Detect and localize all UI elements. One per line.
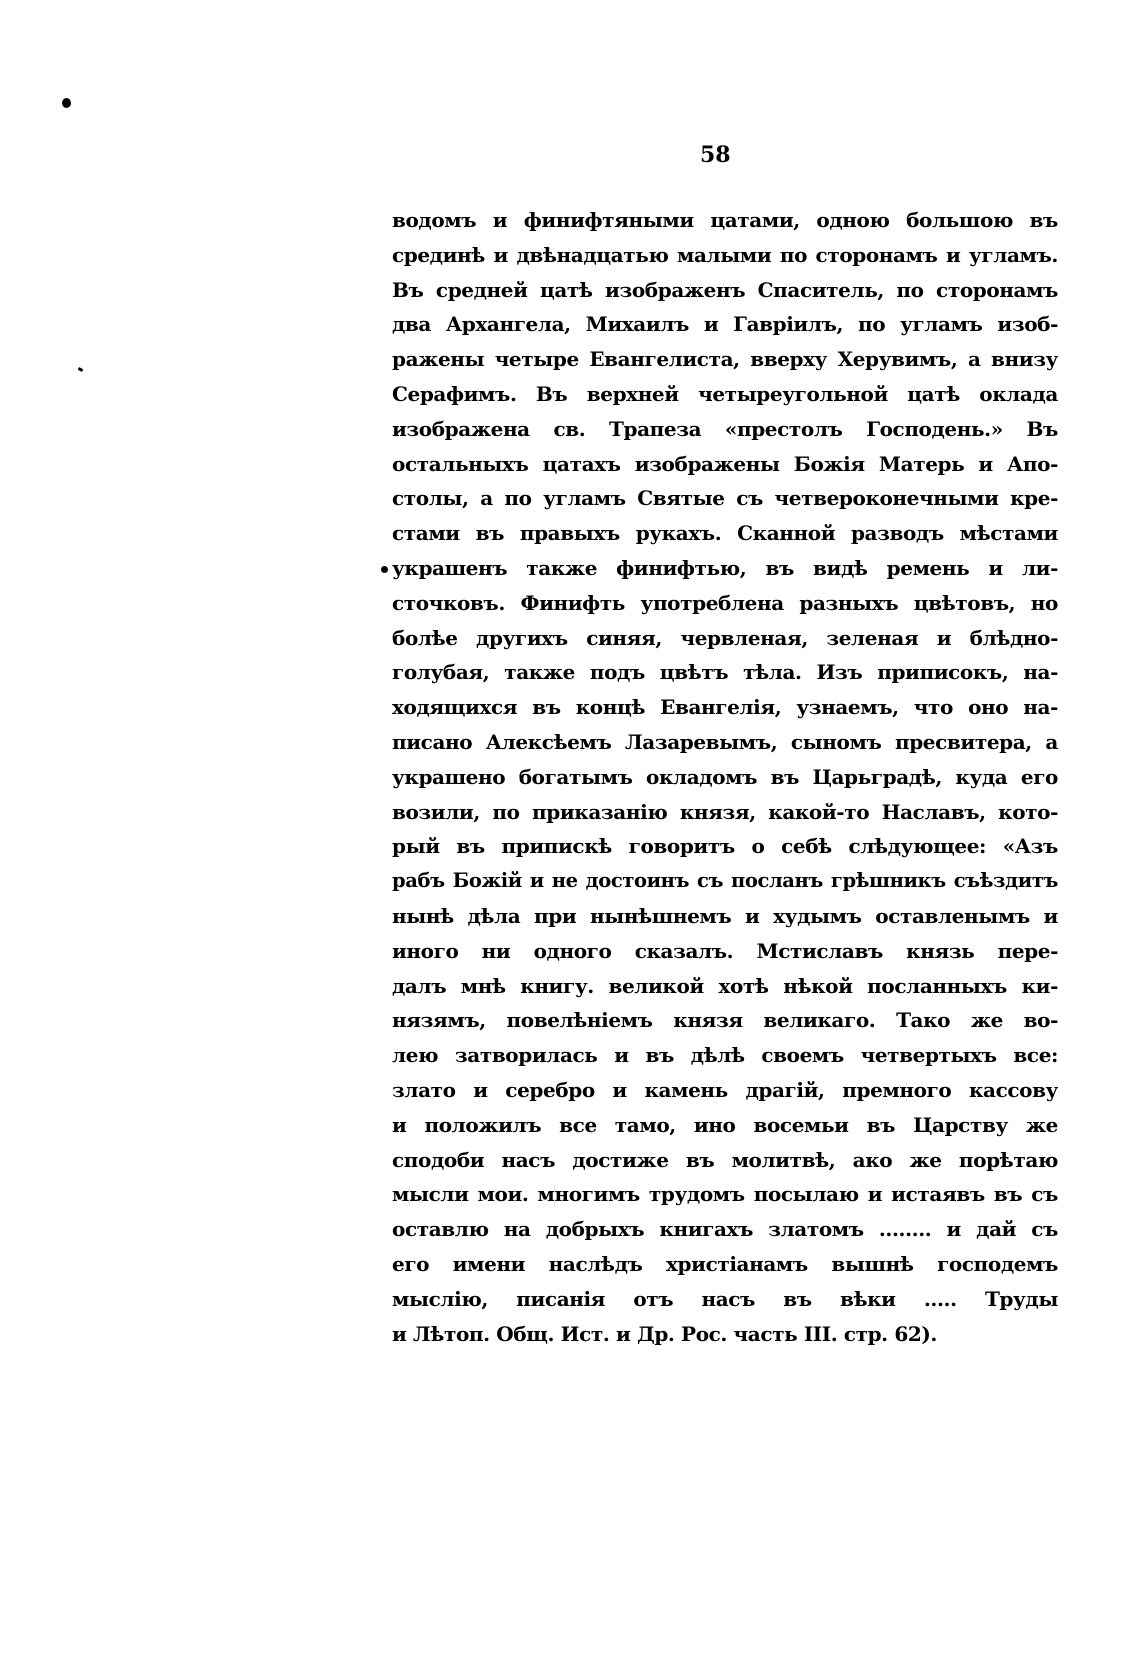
text-line: далъ мнѣ книгу. великой хотѣ нѣкой посланныхъ ки- [392, 973, 1058, 998]
text-line: ходящихся въ концѣ Евангелія, узнаемъ, что оно на- [392, 695, 1058, 720]
text-line: два Архангела, Михаилъ и Гавріилъ, по угламъ изоб- [392, 312, 1058, 337]
text-line: сподоби насъ достиже въ молитвѣ, ако же порѣтаю [392, 1147, 1058, 1172]
text-line: лею затворилась и въ дѣлѣ своемъ четвертыхъ все: [392, 1043, 1058, 1068]
text-line: сточковъ. Финифть употреблена разныхъ цвѣтовъ, но [392, 590, 1058, 615]
text-line: и положилъ все тамо, ино восемьи въ Царству же [392, 1112, 1058, 1137]
text-line: нязямъ, повелѣніемъ князя великаго. Тако же во- [392, 1008, 1058, 1033]
text-line: изображена св. Трапеза «престолъ Господень.» Въ [392, 416, 1058, 441]
text-line: мысли мои. многимъ трудомъ посылаю и истаявъ въ съ [392, 1182, 1058, 1207]
body-text [392, 203, 1058, 1351]
page-number: 58 [700, 142, 731, 168]
text-line: Въ средней цатѣ изображенъ Спаситель, по сторонамъ [392, 277, 1058, 302]
text-line: украшенъ также финифтью, въ видѣ ремень и ли- [392, 555, 1058, 580]
text-line: оставлю на добрыхъ книгахъ златомъ ........ и дай съ [392, 1217, 1058, 1242]
text-line: ражены четыре Евангелиста, вверху Херувимъ, а внизу [392, 347, 1058, 372]
text-line: его имени наслѣдъ христіанамъ вышнѣ господемъ [392, 1251, 1058, 1276]
text-line: возили, по приказанію князя, какой-то Наславъ, кото- [392, 799, 1058, 824]
text-line: писано Алексѣемъ Лазаревымъ, сыномъ пресвитера, а [392, 729, 1058, 754]
text-line: водомъ и финифтяными цатами, одною большою въ [392, 208, 1058, 232]
text-line: рабъ Божій и не достоинъ съ посланъ грѣшникъ съѣздитъ [392, 869, 1058, 893]
text-line: болѣе другихъ синяя, червленая, зеленая и блѣдно- [392, 625, 1058, 650]
text-line: мыслію, писанія отъ насъ въ вѣки ..... Труды [392, 1286, 1058, 1311]
text-line: голубая, также подъ цвѣтъ тѣла. Изъ приписокъ, на- [392, 660, 1058, 685]
text-line: рый въ припискѣ говоритъ о себѣ слѣдующее: «Азъ [392, 834, 1058, 859]
text-line: нынѣ дѣла при нынѣшнемъ и худымъ оставленымъ и [392, 903, 1058, 928]
text-line: Серафимъ. Въ верхней четыреугольной цатѣ оклада [392, 381, 1058, 406]
text-line-citation: и Лѣтоп. Общ. Ист. и Др. Рос. часть III. стр. 62). [392, 1321, 937, 1346]
text-line: срединѣ и двѣнадцатью малыми по сторонамъ и угламъ. [392, 242, 1058, 267]
ink-speck [381, 566, 388, 573]
text-line: остальныхъ цатахъ изображены Божія Матерь и Апо- [392, 451, 1058, 476]
ink-speck [78, 367, 84, 372]
text-line: столы, а по угламъ Святые съ четвероконечными кре- [392, 486, 1058, 511]
ink-speck [62, 98, 71, 108]
text-line: злато и серебро и камень драгій, премного кассову [392, 1077, 1058, 1102]
text-line: стами въ правыхъ рукахъ. Сканной разводъ мѣстами [392, 521, 1058, 546]
text-line: иного ни одного сказалъ. Мстиславъ князь пере- [392, 938, 1058, 963]
text-line: украшено богатымъ окладомъ въ Царьградѣ, куда его [392, 764, 1058, 789]
